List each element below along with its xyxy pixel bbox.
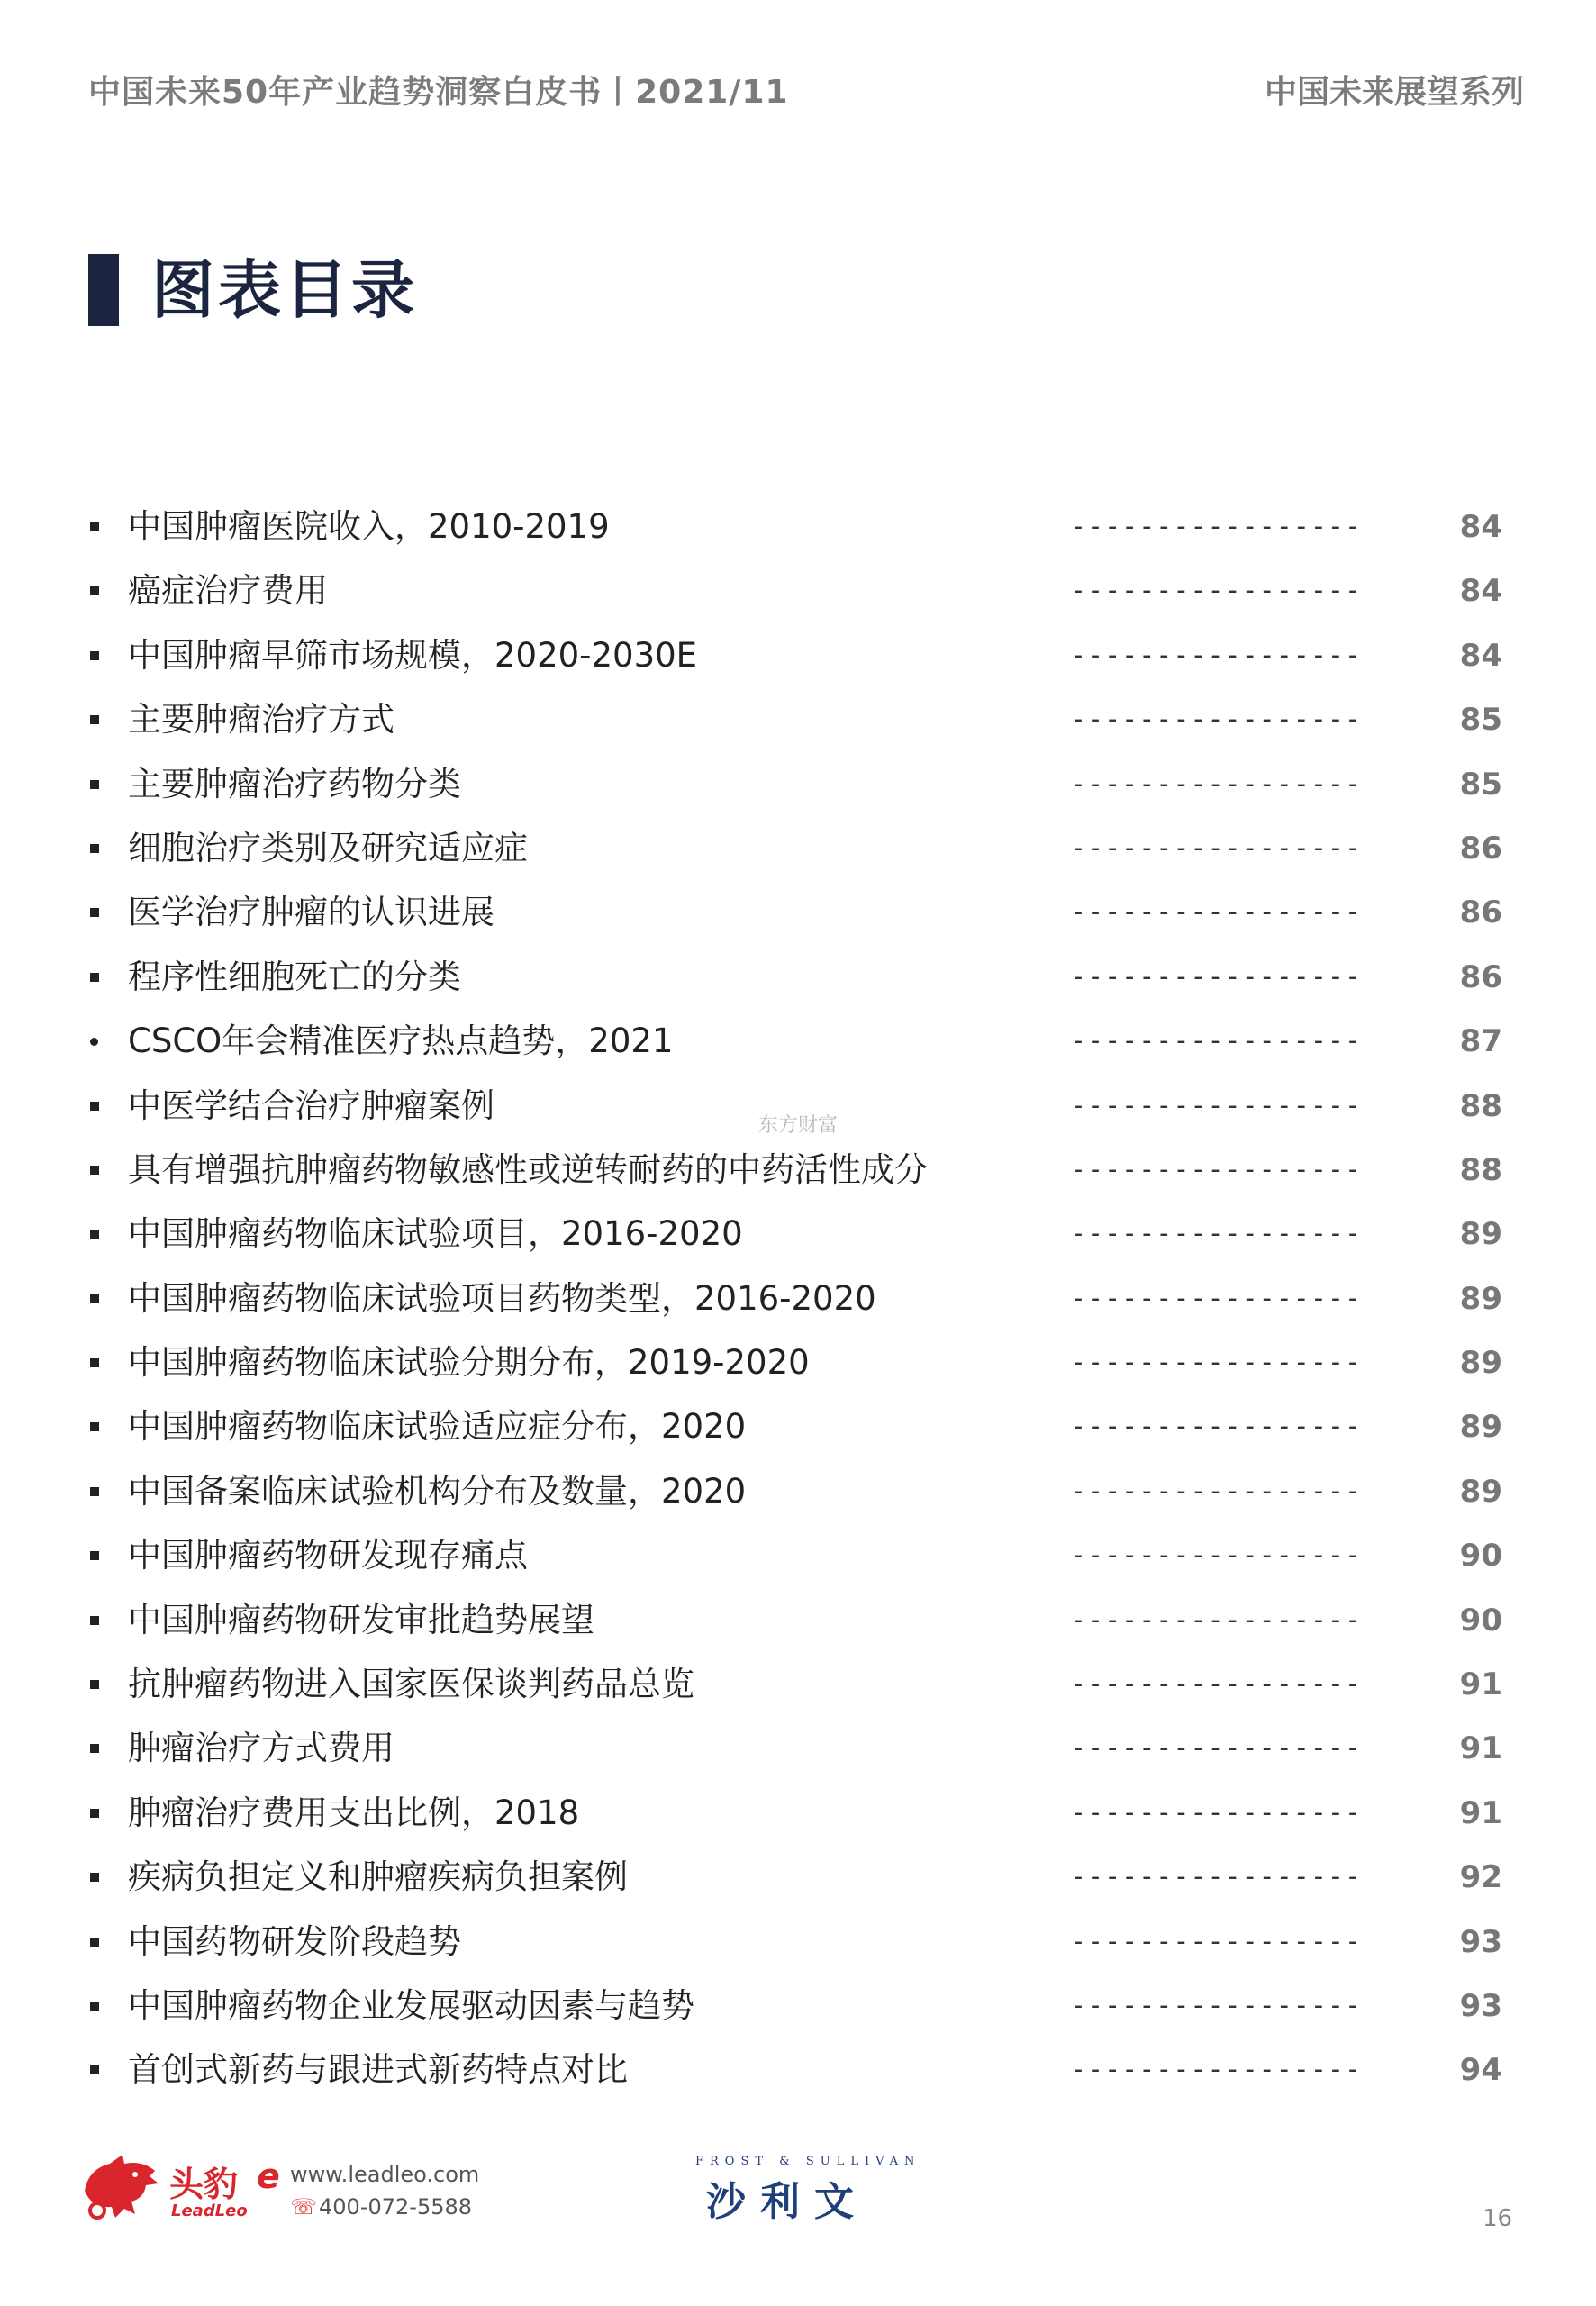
toc-item-title: 中国肿瘤早筛市场规模，2020-2030E <box>128 635 698 675</box>
toc-leader-dashes: ----------------- <box>1070 1218 1363 1250</box>
toc-page-number: 91 <box>1459 1730 1502 1767</box>
bullet-icon <box>90 1487 99 1496</box>
leadleo-name-en: LeadLeo <box>171 2202 248 2220</box>
toc-item-title: 主要肿瘤治疗药物分类 <box>128 764 461 803</box>
toc-leader-dashes: ----------------- <box>1070 1282 1363 1314</box>
toc-page-number: 88 <box>1459 1087 1502 1124</box>
bullet-icon <box>90 1358 99 1367</box>
toc-item[interactable] <box>0 1593 1596 1657</box>
toc-item-title: 中国肿瘤药物临床试验项目，2016-2020 <box>128 1214 743 1254</box>
toc-page-number: 93 <box>1459 1987 1502 2024</box>
frost-sullivan-en: FROST & SULLIVAN <box>695 2155 921 2168</box>
toc-leader-dashes: ----------------- <box>1070 704 1363 736</box>
toc-leader-dashes: ----------------- <box>1070 575 1363 607</box>
bullet-icon <box>90 1551 99 1560</box>
toc-item-title: 中国肿瘤药物研发审批趋势展望 <box>128 1600 594 1639</box>
leadleo-logo-icon <box>79 2151 162 2225</box>
bullet-icon <box>90 651 99 660</box>
toc-leader-dashes: ----------------- <box>1070 2054 1363 2086</box>
toc-page-number: 89 <box>1459 1216 1502 1253</box>
toc-item-title: 首创式新药与跟进式新药特点对比 <box>128 2050 628 2090</box>
toc-page-number: 89 <box>1459 1345 1502 1382</box>
toc-item[interactable] <box>0 563 1596 627</box>
toc-item[interactable] <box>0 1657 1596 1720</box>
bullet-icon <box>90 1873 99 1882</box>
toc-leader-dashes: ----------------- <box>1070 1732 1363 1765</box>
toc-item[interactable] <box>0 1720 1596 1784</box>
toc-item[interactable] <box>0 1528 1596 1592</box>
frost-sullivan-cn: 沙利文 <box>706 2179 868 2225</box>
bullet-icon <box>90 1294 99 1303</box>
toc-leader-dashes: ----------------- <box>1070 1153 1363 1185</box>
toc-item[interactable] <box>0 1914 1596 1978</box>
toc-page-number: 84 <box>1459 509 1502 545</box>
toc-item-title: 主要肿瘤治疗方式 <box>128 700 394 740</box>
toc-leader-dashes: ----------------- <box>1070 511 1363 542</box>
bullet-icon <box>90 1038 98 1046</box>
report-title: 中国未来50年产业趋势洞察白皮书丨2021/11 <box>88 74 789 111</box>
toc-item-title: 抗肿瘤药物进入国家医保谈判药品总览 <box>128 1665 694 1704</box>
toc-leader-dashes: ----------------- <box>1070 1089 1363 1121</box>
toc-leader-dashes: ----------------- <box>1070 1347 1363 1379</box>
heading-accent-bar <box>88 254 119 326</box>
toc-page-number: 90 <box>1459 1602 1502 1639</box>
toc-page-number: 89 <box>1459 1409 1502 1446</box>
toc-item[interactable] <box>0 1013 1596 1077</box>
toc-item-title: 肿瘤治疗方式费用 <box>128 1729 394 1768</box>
bullet-icon <box>90 1422 99 1431</box>
toc-leader-dashes: ----------------- <box>1070 1989 1363 2021</box>
phone-number <box>290 2194 472 2220</box>
bullet-icon <box>90 522 99 531</box>
toc-item[interactable] <box>0 2042 1596 2106</box>
section-title: 图表目录 <box>151 253 418 327</box>
toc-page-number: 91 <box>1459 1794 1502 1831</box>
bullet-icon <box>90 2002 99 2011</box>
toc-item[interactable] <box>0 757 1596 821</box>
toc-leader-dashes: ----------------- <box>1070 767 1363 800</box>
toc-item-title: 疾病负担定义和肿瘤疾病负担案例 <box>128 1857 628 1897</box>
bullet-icon <box>90 1938 99 1947</box>
toc-leader-dashes: ----------------- <box>1070 1668 1363 1701</box>
leadleo-name-cn: 头豹 <box>169 2165 239 2204</box>
toc-page-number: 89 <box>1459 1473 1502 1510</box>
toc-item[interactable] <box>0 1785 1596 1849</box>
toc-item[interactable] <box>0 1335 1596 1399</box>
toc-page-number: 85 <box>1459 702 1502 739</box>
toc-item-title: 中医学结合治疗肿瘤案例 <box>128 1085 494 1125</box>
toc-leader-dashes: ----------------- <box>1070 1411 1363 1443</box>
bullet-icon <box>90 973 99 982</box>
toc-leader-dashes: ----------------- <box>1070 960 1363 993</box>
toc-item-title: 肿瘤治疗费用支出比例，2018 <box>128 1793 580 1832</box>
table-of-figures <box>0 499 1596 2107</box>
toc-item[interactable] <box>0 499 1596 563</box>
toc-leader-dashes: ----------------- <box>1070 1475 1363 1507</box>
toc-item-title: 医学治疗肿瘤的认识进展 <box>128 893 494 932</box>
bullet-icon <box>90 908 99 917</box>
toc-item[interactable] <box>0 692 1596 756</box>
phone-text: 400-072-5588 <box>319 2194 473 2220</box>
toc-item[interactable] <box>0 821 1596 885</box>
toc-item[interactable] <box>0 885 1596 949</box>
bullet-icon <box>90 1680 99 1689</box>
toc-leader-dashes: ----------------- <box>1070 1539 1363 1572</box>
toc-item[interactable] <box>0 1464 1596 1528</box>
bullet-icon <box>90 2065 99 2074</box>
toc-item-title: 中国肿瘤药物企业发展驱动因素与趋势 <box>128 1985 694 2025</box>
toc-item[interactable] <box>0 1142 1596 1206</box>
toc-page-number: 88 <box>1459 1151 1502 1188</box>
toc-page-number: 86 <box>1459 894 1502 931</box>
toc-leader-dashes: ----------------- <box>1070 1925 1363 1957</box>
toc-page-number: 94 <box>1459 2052 1502 2089</box>
toc-item-title: 癌症治疗费用 <box>128 571 328 611</box>
toc-page-number: 93 <box>1459 1923 1502 1960</box>
toc-item-title: 中国肿瘤药物临床试验项目药物类型，2016-2020 <box>128 1278 876 1318</box>
toc-page-number: 91 <box>1459 1666 1502 1703</box>
bullet-icon <box>90 1744 99 1753</box>
toc-page-number: 84 <box>1459 637 1502 674</box>
toc-item-title: 中国肿瘤药物临床试验分期分布，2019-2020 <box>128 1343 810 1383</box>
page-number: 16 <box>1483 2205 1513 2232</box>
phone-icon: ☏ <box>290 2194 318 2220</box>
bullet-icon <box>90 1809 99 1818</box>
series-title: 中国未来展望系列 <box>1264 74 1524 111</box>
toc-page-number: 87 <box>1459 1023 1502 1060</box>
toc-page-number: 86 <box>1459 830 1502 867</box>
toc-page-number: 85 <box>1459 766 1502 803</box>
bullet-icon <box>90 1230 99 1239</box>
toc-leader-dashes: ----------------- <box>1070 1796 1363 1829</box>
website-link[interactable]: www.leadleo.com <box>290 2162 480 2187</box>
bullet-icon <box>90 586 99 595</box>
toc-item-title: 程序性细胞死亡的分类 <box>128 957 461 996</box>
section-heading <box>88 254 418 326</box>
toc-item-title: 细胞治疗类别及研究适应症 <box>128 828 528 867</box>
toc-item-title: 具有增强抗肿瘤药物敏感性或逆转耐药的中药活性成分 <box>128 1149 928 1189</box>
toc-item-title: 中国肿瘤医院收入，2010-2019 <box>128 507 610 546</box>
toc-leader-dashes: ----------------- <box>1070 831 1363 864</box>
toc-item[interactable] <box>0 1206 1596 1270</box>
bullet-icon <box>90 780 99 789</box>
bullet-icon <box>90 1616 99 1625</box>
e-mark: e <box>257 2156 280 2196</box>
bullet-icon <box>90 1102 99 1111</box>
toc-item-title: 中国药物研发阶段趋势 <box>128 1921 461 1961</box>
bullet-icon <box>90 1166 99 1175</box>
toc-item[interactable] <box>0 949 1596 1013</box>
bullet-icon <box>90 844 99 853</box>
toc-page-number: 86 <box>1459 958 1502 995</box>
toc-leader-dashes: ----------------- <box>1070 896 1363 929</box>
bullet-icon <box>90 715 99 724</box>
toc-item-title: 中国肿瘤药物临床试验适应症分布，2020 <box>128 1407 747 1447</box>
toc-page-number: 92 <box>1459 1859 1502 1896</box>
toc-item[interactable] <box>0 1399 1596 1463</box>
watermark: 东方财富 <box>758 1114 839 1137</box>
toc-item[interactable] <box>0 628 1596 692</box>
toc-leader-dashes: ----------------- <box>1070 1861 1363 1893</box>
toc-item[interactable] <box>0 1271 1596 1335</box>
toc-leader-dashes: ----------------- <box>1070 639 1363 671</box>
toc-item-title: 中国肿瘤药物研发现存痛点 <box>128 1536 528 1575</box>
toc-item[interactable] <box>0 1849 1596 1913</box>
toc-item-title: CSCO年会精准医疗热点趋势，2021 <box>128 1021 674 1061</box>
toc-item-title: 中国备案临床试验机构分布及数量，2020 <box>128 1471 747 1511</box>
toc-leader-dashes: ----------------- <box>1070 1603 1363 1636</box>
toc-item[interactable] <box>0 1978 1596 2042</box>
toc-page-number: 89 <box>1459 1280 1502 1317</box>
toc-page-number: 90 <box>1459 1538 1502 1575</box>
toc-page-number: 84 <box>1459 573 1502 610</box>
toc-leader-dashes: ----------------- <box>1070 1025 1363 1058</box>
